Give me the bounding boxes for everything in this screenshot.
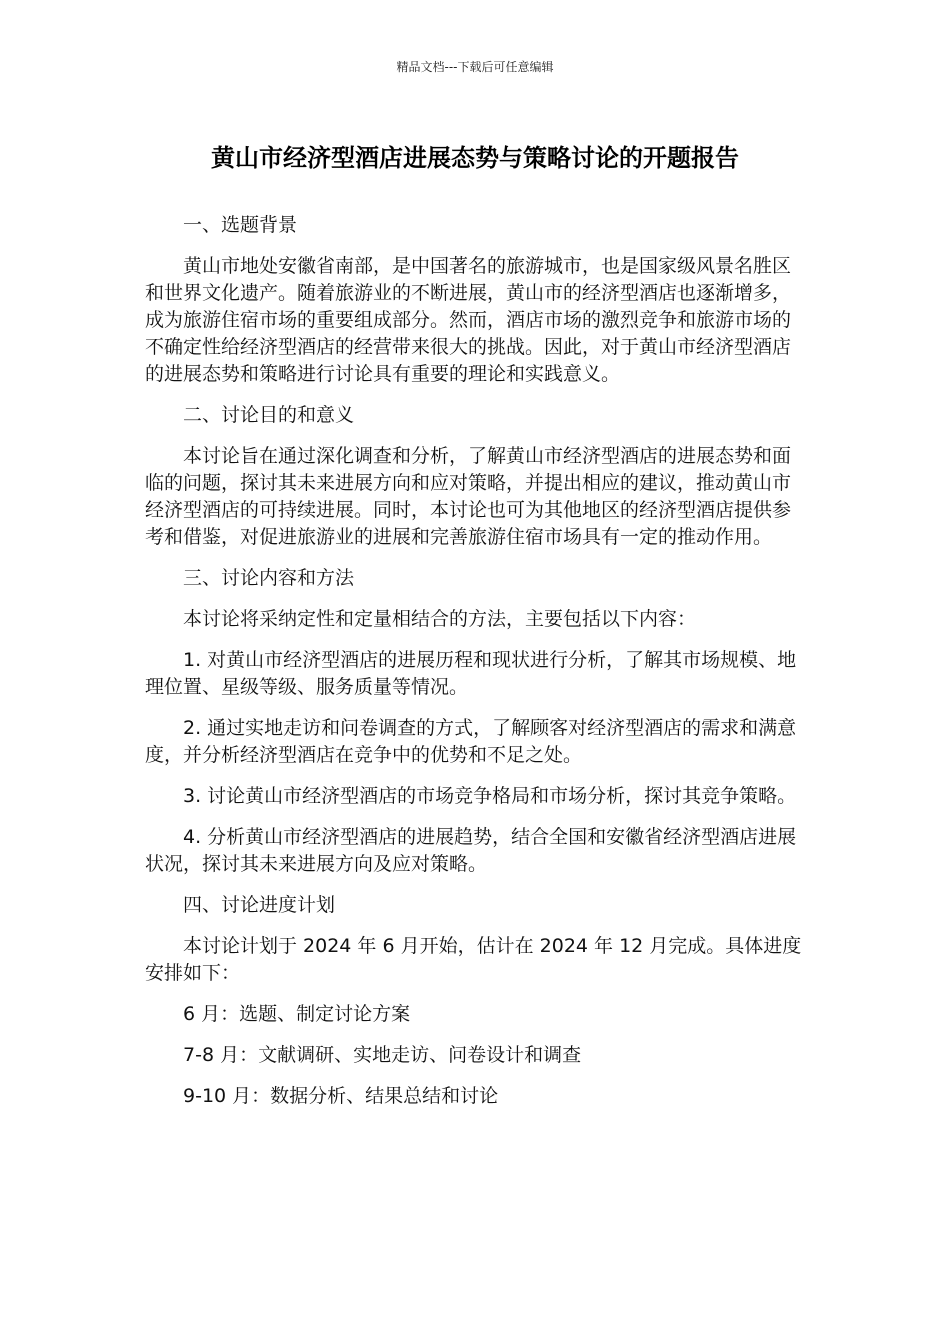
- paragraph-purpose: 本讨论旨在通过深化调查和分析，了解黄山市经济型酒店的进展态势和面临的问题，探讨其未来进展方向和应对策略，并提出相应的建议，推动黄山市经济型酒店的可持续进展。同时，本讨论也可为其他地区的经济型酒店提供参考和借鉴，对促进旅游业的进展和完善旅游住宿市场具有一定的推动作用。: [145, 445, 792, 548]
- document-body: [145, 212, 805, 1124]
- section-heading-schedule: 四、讨论进度计划: [183, 894, 336, 916]
- document-title: 黄山市经济型酒店进展态势与策略讨论的开题报告: [211, 144, 739, 172]
- section-heading-purpose: 二、讨论目的和意义: [183, 404, 355, 426]
- schedule-item-3: 9-10 月：数据分析、结果总结和讨论: [183, 1085, 499, 1107]
- section-heading-background: 一、选题背景: [183, 214, 298, 236]
- schedule-item-2: 7-8 月：文献调研、实地走访、问卷设计和调查: [183, 1044, 582, 1066]
- header-note: 精品文档---下载后可任意编辑: [396, 60, 554, 74]
- list-item-content-3: 3. 讨论黄山市经济型酒店的市场竞争格局和市场分析，探讨其竞争策略。: [183, 785, 797, 807]
- list-item-content-4: 4. 分析黄山市经济型酒店的进展趋势，结合全国和安徽省经济型酒店进展状况，探讨其未来进展方向及应对策略。: [145, 826, 797, 875]
- list-item-content-2: 2. 通过实地走访和问卷调查的方式，了解顾客对经济型酒店的需求和满意度，并分析经济型酒店在竞争中的优势和不足之处。: [145, 717, 797, 766]
- section-heading-content-method: 三、讨论内容和方法: [183, 567, 355, 589]
- paragraph-schedule-intro: 本讨论计划于 2024 年 6 月开始，估计在 2024 年 12 月完成。具体进度安排如下：: [145, 935, 802, 984]
- paragraph-background: 黄山市地处安徽省南部，是中国著名的旅游城市，也是国家级风景名胜区和世界文化遗产。随着旅游业的不断进展，黄山市的经济型酒店也逐渐增多，成为旅游住宿市场的重要组成部分。然而，酒店市场的激烈竞争和旅游市场的不确定性给经济型酒店的经营带来很大的挑战。因此，对于黄山市经济型酒店的进展态势和策略进行讨论具有重要的理论和实践意义。: [145, 255, 792, 385]
- schedule-item-1: 6 月：选题、制定讨论方案: [183, 1003, 411, 1025]
- list-item-content-1: 1. 对黄山市经济型酒店的进展历程和现状进行分析，了解其市场规模、地理位置、星级等级、服务质量等情况。: [145, 649, 797, 698]
- paragraph-content-intro: 本讨论将采纳定性和定量相结合的方法，主要包括以下内容：: [183, 608, 697, 630]
